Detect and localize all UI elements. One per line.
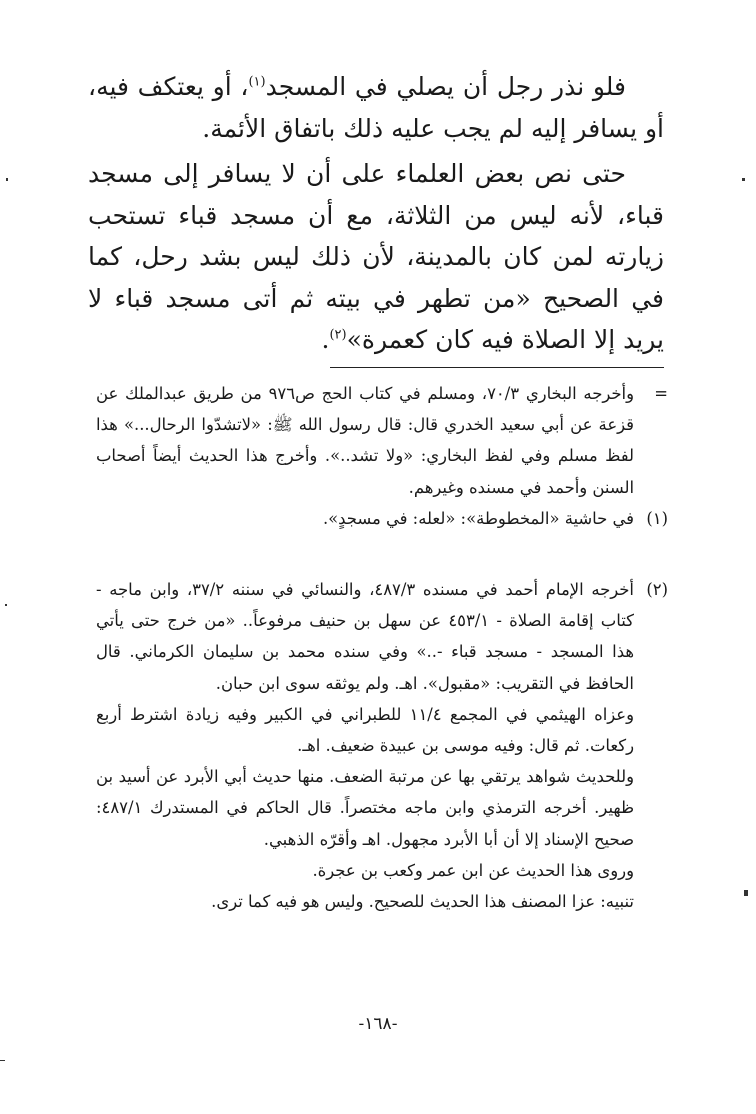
- footnote-gap: [96, 534, 668, 574]
- footnote-number: (٢): [646, 580, 668, 600]
- footnote-1: [96, 503, 668, 534]
- footnote-text: وأخرجه البخاري ٧٠/٣، ومسلم في كتاب الحج ص٩٧٦ من طريق عبدالملك عن قزعة عن أبي سعيد الخدري قال: قال رسول الله ﷺ: «لاتشدّوا الرحال...» هذا لفظ مسلم وفي لفظ البخاري: «ولا تشد..». وأخرج هذا الحديث أيضاً أصحاب السنن وأحمد في مسنده وغيرهم.: [96, 384, 634, 497]
- main-paragraph-text: .: [321, 325, 330, 354]
- scan-mark: [5, 604, 7, 606]
- footnote-continuation: [96, 378, 668, 503]
- footnote-separator: [330, 367, 664, 368]
- scan-mark: [6, 178, 8, 181]
- continuation-marker: =: [654, 384, 668, 403]
- footnote-paragraph: وللحديث شواهد يرتقي بها عن مرتبة الضعف. منها حديث أبي الأبرد عن أسيد بن ظهير. أخرجه الترمذي وابن ماجه مختصراً. قال الحاكم في المستدرك ٤٨٧/١: صحيح الإسناد إلا أن أبا الأبرد مجهول. اهـ وأقرّه الذهبي.: [96, 767, 634, 849]
- scan-mark: [744, 890, 748, 896]
- page-number: -١٦٨-: [358, 1014, 398, 1034]
- footnotes: [96, 378, 668, 917]
- main-paragraph-text: حتى نص بعض العلماء على أن لا يسافر إلى مسجد قباء، لأنه ليس من الثلاثة، مع أن مسجد قباء تستحب زيارته لمن كان بالمدينة، لأن ذلك ليس بشد رحل، كما في الصحيح «من تطهر في بيته ثم أتى مسجد قباء لا يريد إلا الصلاة فيه كان كعمرة»: [88, 159, 664, 354]
- footnote-number: (١): [646, 508, 668, 528]
- main-paragraph-text: فلو نذر رجل أن يصلي في المسجد: [265, 72, 626, 101]
- footnote-ref[interactable]: (١): [248, 74, 266, 90]
- scan-mark: [0, 1060, 5, 1061]
- scan-mark: [742, 178, 745, 181]
- footnote-ref[interactable]: (٢): [329, 327, 347, 343]
- footnote-text: في حاشية «المخطوطة»: «لعله: في مسجدٍ».: [322, 508, 634, 528]
- footnote-paragraph: وروى هذا الحديث عن ابن عمر وكعب بن عجرة.: [312, 860, 634, 880]
- footnote-paragraph: أخرجه الإمام أحمد في مسنده ٤٨٧/٣، والنسائي في سننه ٣٧/٢، وابن ماجه - كتاب إقامة الصلاة - ٤٥٣/١ عن سهل بن حنيف مرفوعاً.. «من خرج حتى يأتي هذا المسجد - مسجد قباء -..» وفي سنده محمد بن سليمان الكرماني. قال الحافظ في التقريب: «مقبول». اهـ. ولم يوثقه سوى ابن حبان.: [96, 580, 634, 693]
- footnote-paragraph: وعزاه الهيثمي في المجمع ١١/٤ للطبراني في الكبير وفيه زيادة اشترط أربع ركعات. ثم قال: وفيه موسى بن عبيدة ضعيف. اهـ.: [96, 704, 634, 756]
- footnote-text: [96, 574, 634, 917]
- main-paragraph: [88, 153, 664, 361]
- main-text: [88, 66, 664, 365]
- footnote-2: [96, 574, 668, 917]
- main-paragraph: [88, 66, 664, 149]
- main-paragraph-text: ، أو يعتكف فيه، أو يسافر إليه لم يجب عليه ذلك باتفاق الأئمة.: [88, 72, 664, 143]
- footnote-paragraph: تنبيه: عزا المصنف هذا الحديث للصحيح. وليس هو فيه كما ترى.: [211, 892, 634, 912]
